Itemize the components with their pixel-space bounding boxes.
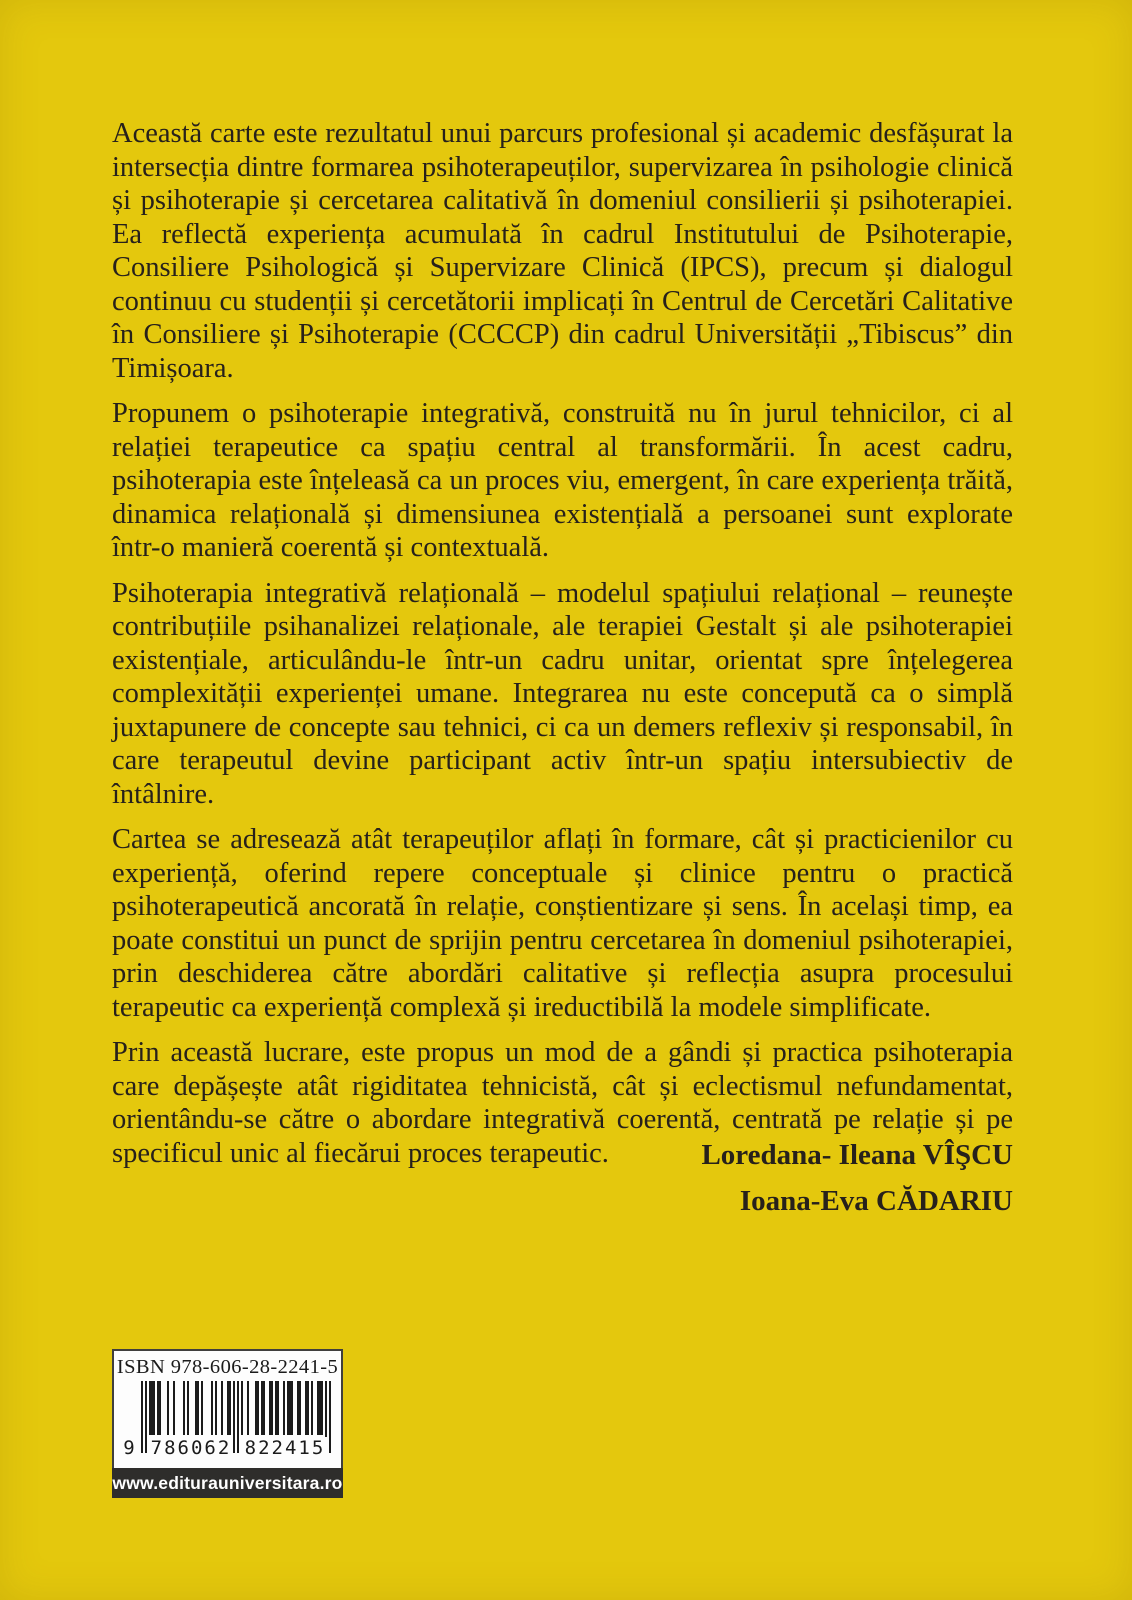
barcode-white-box bbox=[112, 1349, 343, 1468]
ean13-barcode bbox=[123, 1381, 331, 1463]
isbn-barcode-panel bbox=[112, 1349, 343, 1498]
authors bbox=[112, 1132, 1013, 1224]
barcode-digits-left: 786062 bbox=[150, 1437, 232, 1459]
author-name: Loredana- Ileana VÎŞCU bbox=[701, 1139, 1013, 1171]
barcode-digits-right: 822415 bbox=[244, 1437, 326, 1459]
barcode-digit-first: 9 bbox=[123, 1437, 135, 1459]
isbn-number: ISBN 978-606-28-2241-5 bbox=[116, 1356, 339, 1378]
description-paragraph: Propunem o psihoterapie integrativă, construită nu în jurul tehnicilor, ci al relației terapeutice ca spațiu central al transformării. În acest cadru, psihoterapia este înțeleasă ca un proces viu, emergent, în care experiența trăită, dinamica relațională și dimensiunea existențială a persoanei sunt explorate într-o manieră coerentă și contextuală. bbox=[112, 398, 1013, 563]
description-text bbox=[112, 117, 1013, 1170]
author-name: Ioana-Eva CĂDARIU bbox=[739, 1185, 1013, 1217]
description-paragraph: Cartea se adresează atât terapeuților aflați în formare, cât și practicienilor cu experiență, oferind repere conceptuale și clinice pentru o practică psihoterapeutică ancorată în relație, conștientizare și sens. În același timp, ea poate constitui un punct de sprijin pentru cercetarea în domeniul psihoterapiei, prin deschiderea către abordări calitative și reflecția asupra procesului terapeutic ca experiență complexă și ireductibilă la modele simplificate. bbox=[112, 824, 1013, 1023]
publisher-url: www.editurauniversitara.ro bbox=[112, 1468, 343, 1498]
description-paragraph: Prin această lucrare, este propus un mod de a gândi și practica psihoterapia care depășește atât rigiditatea tehnicistă, cât și eclectismul nefundamentat, orientându-se către o abordare integrativă coerentă, centrată pe relație și pe specificul unic al fiecărui proces terapeutic. bbox=[112, 1037, 1013, 1169]
description-paragraph: Psihoterapia integrativă relațională – modelul spațiului relațional – reunește contribuțiile psihanalizei relaționale, ale terapiei Gestalt și ale psihoterapiei existențiale, articulându-le într-un cadru unitar, orientat spre înțelegerea complexității experienței umane. Integrarea nu este concepută ca o simplă juxtapunere de concepte sau tehnici, ci ca un demers reflexiv și responsabil, în care terapeutul devine participant activ într-un spațiu intersubiectiv de întâlnire. bbox=[112, 577, 1013, 810]
description-paragraph: Această carte este rezultatul unui parcurs profesional și academic desfășurat la intersecția dintre formarea psihoterapeuților, supervizarea în psihologie clinică și psihoterapie și cercetarea calitativă în domeniul consilierii și psihoterapiei. Ea reflectă experiența acumulată în cadrul Institutului de Psihoterapie, Consiliere Psihologică și Supervizare Clinică (IPCS), precum și dialogul continuu cu studenții și cercetătorii implicați în Centrul de Cercetări Calitative în Consiliere și Psihoterapie (CCCCP) din cadrul Universității „Tibiscus” din Timișoara. bbox=[112, 118, 1013, 384]
